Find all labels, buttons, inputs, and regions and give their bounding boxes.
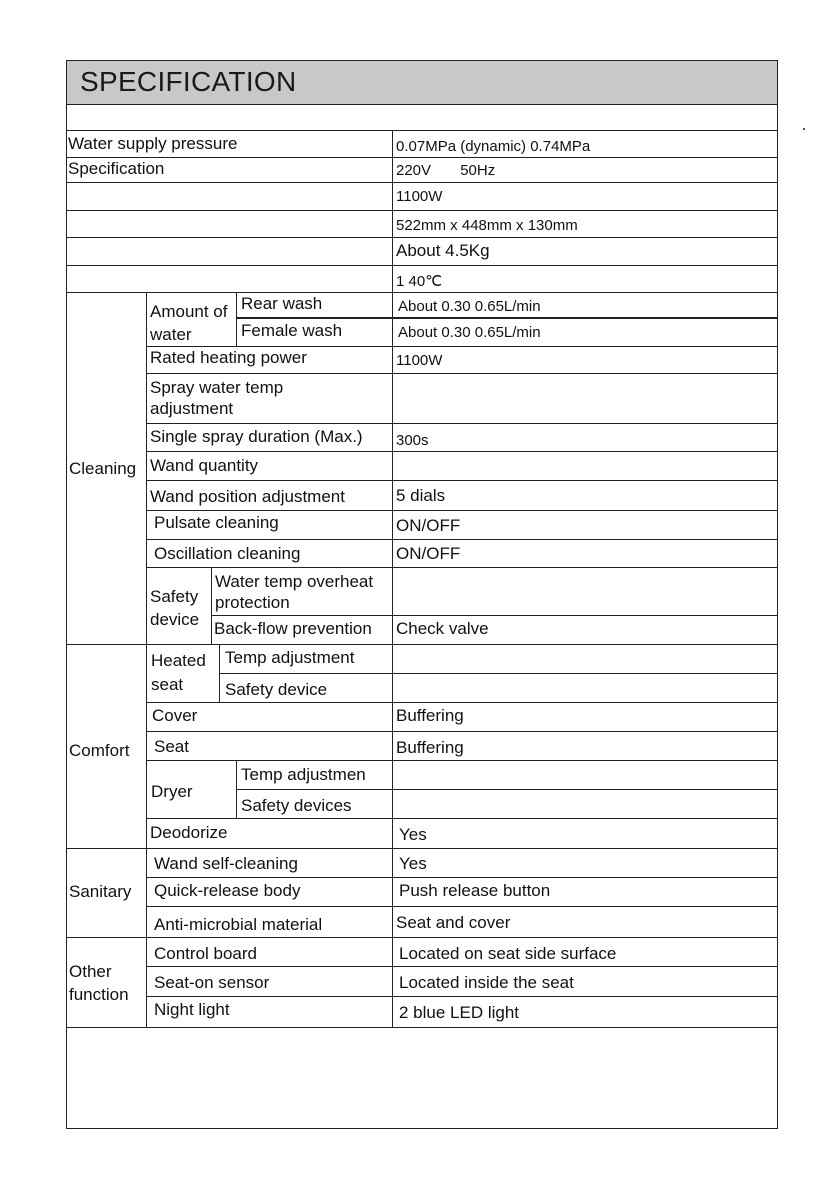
rule [146, 480, 778, 481]
control-board-value: Located on seat side surface [399, 944, 617, 963]
deodorize-value: Yes [399, 825, 427, 844]
rule [236, 789, 778, 790]
specification-value: 220V 50Hz [396, 162, 496, 179]
wand-quantity-label: Wand quantity [150, 456, 259, 475]
rule [219, 644, 220, 702]
sanitary-category: Sanitary [69, 882, 132, 901]
cleaning-category: Cleaning [69, 459, 137, 478]
rule [219, 673, 778, 674]
wand-self-cleaning-label: Wand self-cleaning [154, 854, 298, 873]
pulsate-cleaning-label: Pulsate cleaning [154, 513, 279, 532]
safety-device-label: Safety device [150, 587, 200, 629]
rule [146, 996, 778, 997]
rule [146, 966, 778, 967]
female-wash-value: About 0.30 0.65L/min [398, 324, 541, 341]
rule [146, 423, 778, 424]
rule [66, 644, 778, 645]
back-flow-value: Check valve [396, 619, 489, 638]
wand-position-value: 5 dials [396, 486, 446, 505]
rule [66, 292, 778, 293]
rule [236, 317, 778, 319]
rule [146, 292, 147, 1027]
rear-wash-label: Rear wash [241, 294, 323, 313]
night-light-label: Night light [154, 1000, 230, 1019]
rule [146, 702, 778, 703]
rated-heating-power-label: Rated heating power [150, 348, 307, 367]
rule [66, 182, 778, 183]
rule [66, 104, 778, 105]
rule [66, 157, 778, 158]
rated-heating-power-value: 1100W [396, 352, 443, 369]
control-board-label: Control board [154, 944, 258, 963]
other-function-category: Other function [69, 962, 129, 1004]
cover-value: Buffering [396, 706, 464, 725]
rule [146, 818, 778, 819]
rule [66, 210, 778, 211]
deodorize-label: Deodorize [150, 823, 228, 842]
heated-safety-device-label: Safety device [225, 680, 328, 699]
wand-position-label: Wand position adjustment [150, 487, 345, 506]
rule [146, 877, 778, 878]
rear-wash-value: About 0.30 0.65L/min [398, 298, 541, 315]
rule [146, 373, 778, 374]
water-supply-pressure-value: 0.07MPa (dynamic) 0.74MPa [396, 138, 591, 155]
single-spray-duration-label: Single spray duration (Max.) [150, 427, 363, 446]
rule [236, 760, 237, 818]
rule [66, 1027, 778, 1028]
temperature-range-value: 1 40℃ [396, 273, 443, 290]
anti-microbial-label: Anti-microbial material [154, 915, 323, 934]
rule [66, 237, 778, 238]
rule [66, 130, 778, 131]
rule [146, 510, 778, 511]
wand-self-cleaning-value: Yes [399, 854, 427, 873]
single-spray-duration-value: 300s [396, 432, 429, 449]
anti-microbial-value: Seat and cover [396, 913, 511, 932]
rule [211, 567, 212, 644]
rule [146, 567, 778, 568]
female-wash-label: Female wash [241, 321, 343, 340]
water-temp-overheat-label: Water temp overheat protection [215, 572, 374, 612]
rule [146, 731, 778, 732]
rule [146, 451, 778, 452]
rule [211, 615, 778, 616]
back-flow-label: Back-flow prevention [214, 619, 372, 638]
cover-label: Cover [152, 706, 198, 725]
quick-release-label: Quick-release body [154, 881, 301, 900]
pulsate-cleaning-value: ON/OFF [396, 516, 461, 535]
dryer-label: Dryer [151, 782, 193, 801]
seat-label: Seat [154, 737, 189, 756]
rule [236, 292, 237, 346]
comfort-category: Comfort [69, 741, 130, 760]
rule [392, 130, 393, 1027]
dryer-safety-label: Safety devices [241, 796, 352, 815]
rule [146, 906, 778, 907]
heated-seat-label: Heated seat [151, 651, 206, 694]
spray-water-temp-label: Spray water temp adjustment [150, 378, 284, 418]
amount-of-water-label: Amount of water [150, 302, 228, 344]
dimensions-value: 522mm x 448mm x 130mm [396, 217, 578, 234]
rule [66, 937, 778, 938]
quick-release-value: Push release button [399, 881, 551, 900]
water-supply-pressure-label: Water supply pressure [68, 134, 238, 153]
dryer-temp-label: Temp adjustmen [241, 765, 366, 784]
rule [146, 760, 778, 761]
oscillation-cleaning-label: Oscillation cleaning [154, 544, 301, 563]
seat-on-sensor-value: Located inside the seat [399, 973, 574, 992]
rule [66, 265, 778, 266]
night-light-value: 2 blue LED light [399, 1003, 520, 1022]
page-title: SPECIFICATION [80, 66, 297, 97]
rule [146, 539, 778, 540]
seat-on-sensor-label: Seat-on sensor [154, 973, 270, 992]
weight-value: About 4.5Kg [396, 241, 490, 260]
rule [146, 346, 778, 347]
specification-label: Specification [68, 159, 165, 178]
speck [803, 128, 805, 130]
rule [66, 848, 778, 849]
oscillation-cleaning-value: ON/OFF [396, 544, 461, 563]
power-value: 1100W [396, 188, 443, 205]
seat-value: Buffering [396, 738, 464, 757]
heated-temp-adjustment-label: Temp adjustment [225, 648, 355, 667]
